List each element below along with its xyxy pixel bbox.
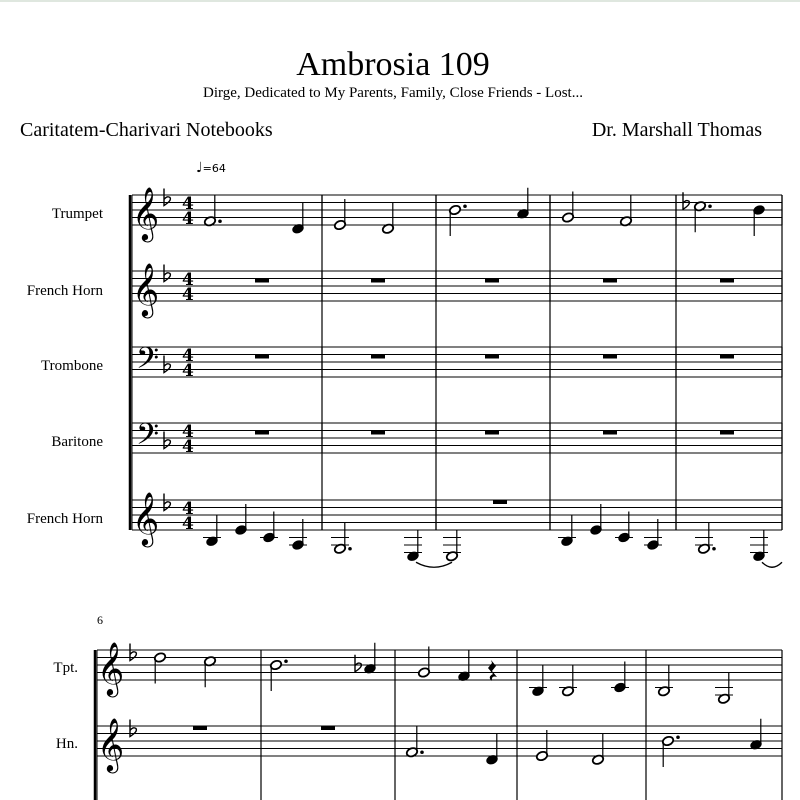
instrument-label-trumpet: Trumpet [51, 206, 103, 222]
time-signature-top: 4 [182, 422, 194, 442]
whole-rest [720, 355, 734, 359]
composer-label: Dr. Marshall Thomas [591, 119, 762, 141]
whole-rest [720, 279, 734, 283]
tie [762, 562, 782, 567]
time-signature-top: 4 [182, 346, 194, 366]
instrument-label-baritone: Baritone [51, 434, 103, 450]
whole-rest [603, 355, 617, 359]
whole-rest [255, 431, 269, 435]
instrument-label-french-horn: French Horn [26, 283, 103, 299]
augmentation-dot [218, 219, 222, 223]
quarter-rest [488, 660, 497, 681]
augmentation-dot [420, 750, 424, 754]
whole-rest [193, 726, 207, 730]
treble-clef-icon: 𝄞 [97, 641, 125, 695]
treble-clef-icon: 𝄞 [132, 186, 160, 240]
whole-rest [603, 431, 617, 435]
whole-rest [371, 431, 385, 435]
augmentation-dot [676, 735, 680, 739]
whole-rest [371, 279, 385, 283]
instrument-label-tpt: Tpt. [53, 660, 78, 676]
whole-rest [493, 500, 507, 504]
augmentation-dot [284, 659, 288, 663]
time-signature-bottom: 4 [182, 285, 194, 305]
time-signature-bottom: 4 [182, 514, 194, 534]
whole-rest [603, 279, 617, 283]
tie [416, 562, 452, 567]
whole-rest [485, 431, 499, 435]
bass-clef-icon: 𝄢 [136, 418, 160, 459]
time-signature-top: 4 [182, 499, 194, 519]
time-signature-top: 4 [182, 270, 194, 290]
time-signature-bottom: 4 [182, 437, 194, 457]
augmentation-dot [348, 547, 352, 551]
bass-clef-icon: 𝄢 [136, 342, 160, 383]
augmentation-dot [712, 547, 716, 551]
time-signature-top: 4 [182, 194, 194, 214]
treble-clef-icon: 𝄞 [132, 262, 160, 316]
whole-rest [255, 355, 269, 359]
whole-rest [485, 279, 499, 283]
quarter-note-icon: ♩ [196, 160, 203, 176]
whole-rest [255, 279, 269, 283]
measure-number: 6 [97, 613, 103, 627]
treble-clef-icon: 𝄞 [97, 717, 125, 771]
whole-rest [321, 726, 335, 730]
augmentation-dot [708, 204, 712, 208]
whole-rest [720, 431, 734, 435]
augmentation-dot [463, 204, 467, 208]
time-signature-bottom: 4 [182, 361, 194, 381]
score-subtitle: Dirge, Dedicated to My Parents, Family, Close Friends - Lost... [203, 85, 583, 101]
tempo-value: =64 [202, 162, 226, 175]
whole-rest [485, 355, 499, 359]
instrument-label-french-horn-2: French Horn [26, 511, 103, 527]
publisher-label: Caritatem-Charivari Notebooks [20, 119, 273, 141]
instrument-label-trombone: Trombone [41, 358, 103, 374]
time-signature-bottom: 4 [182, 209, 194, 229]
score-title: Ambrosia 109 [296, 46, 490, 83]
treble-clef-icon: 𝄞 [132, 491, 160, 545]
instrument-label-hn: Hn. [55, 736, 78, 752]
whole-rest [371, 355, 385, 359]
